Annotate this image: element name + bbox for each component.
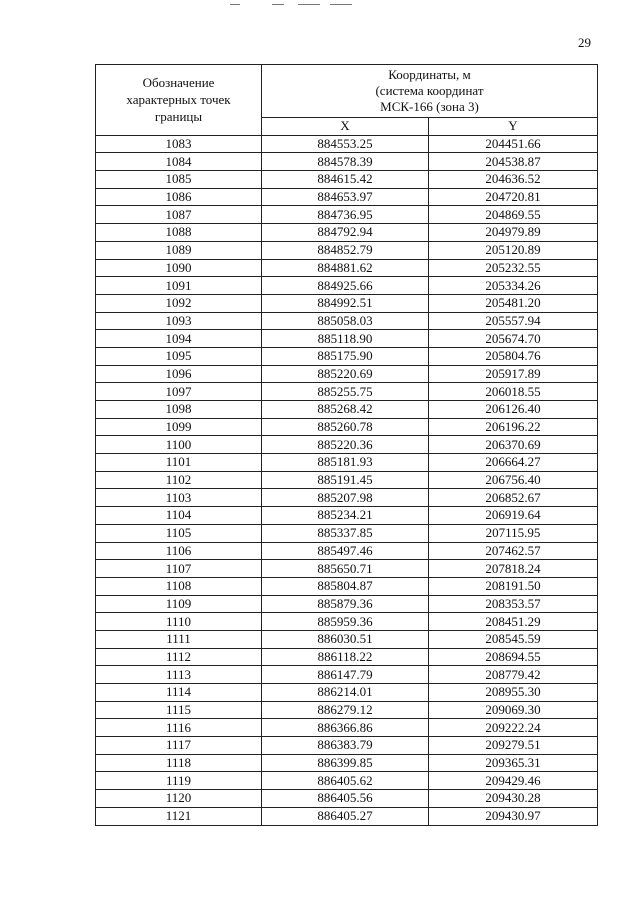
y-coordinate-cell: 209222.24 (429, 719, 598, 737)
y-coordinate-cell: 205334.26 (429, 277, 598, 295)
y-coordinate-cell: 209365.31 (429, 754, 598, 772)
table-row (96, 684, 598, 702)
x-coordinate-cell: 885959.36 (262, 613, 429, 631)
y-coordinate-cell: 205674.70 (429, 330, 598, 348)
x-coordinate-cell: 884653.97 (262, 188, 429, 206)
point-id-cell: 1086 (96, 188, 262, 206)
point-id-cell: 1098 (96, 401, 262, 419)
x-coordinate-cell: 885058.03 (262, 312, 429, 330)
table-body (96, 135, 598, 825)
coordinates-column-header (262, 65, 598, 118)
y-coordinate-cell: 205120.89 (429, 241, 598, 259)
point-id-cell: 1101 (96, 454, 262, 472)
table-row (96, 577, 598, 595)
point-id-cell: 1105 (96, 524, 262, 542)
x-coordinate-cell: 886147.79 (262, 666, 429, 684)
x-coordinate-cell: 885879.36 (262, 595, 429, 613)
point-id-cell: 1107 (96, 560, 262, 578)
x-coordinate-cell: 884881.62 (262, 259, 429, 277)
table-row (96, 542, 598, 560)
point-id-cell: 1106 (96, 542, 262, 560)
x-coordinate-cell: 885255.75 (262, 383, 429, 401)
point-id-cell: 1114 (96, 684, 262, 702)
table-row (96, 471, 598, 489)
table-row (96, 630, 598, 648)
y-coordinate-cell: 206370.69 (429, 436, 598, 454)
x-coordinate-cell: 885804.87 (262, 577, 429, 595)
y-coordinate-cell: 208353.57 (429, 595, 598, 613)
y-coordinate-cell: 205917.89 (429, 365, 598, 383)
y-coordinate-cell: 204869.55 (429, 206, 598, 224)
x-coordinate-cell: 884553.25 (262, 135, 429, 153)
y-coordinate-cell: 209429.46 (429, 772, 598, 790)
y-coordinate-cell: 209430.28 (429, 790, 598, 808)
point-id-cell: 1096 (96, 365, 262, 383)
x-coordinate-cell: 886405.56 (262, 790, 429, 808)
y-coordinate-cell: 207818.24 (429, 560, 598, 578)
x-coordinate-cell: 884925.66 (262, 277, 429, 295)
x-coordinate-cell: 885337.85 (262, 524, 429, 542)
table-row (96, 330, 598, 348)
point-id-cell: 1104 (96, 507, 262, 525)
point-id-cell: 1103 (96, 489, 262, 507)
table-row (96, 153, 598, 171)
point-id-cell: 1092 (96, 294, 262, 312)
table-row (96, 259, 598, 277)
x-coordinate-cell: 886279.12 (262, 701, 429, 719)
scan-marks (230, 4, 370, 8)
y-coordinate-cell: 208451.29 (429, 613, 598, 631)
x-coordinate-cell: 885234.21 (262, 507, 429, 525)
point-id-cell: 1117 (96, 737, 262, 755)
coordinates-table (95, 64, 598, 826)
point-id-cell: 1108 (96, 577, 262, 595)
table-row (96, 171, 598, 189)
coordinates-label-line2: (система координат (375, 83, 484, 98)
x-coordinate-cell: 885220.36 (262, 436, 429, 454)
table-row (96, 701, 598, 719)
point-id-cell: 1116 (96, 719, 262, 737)
x-coordinate-cell: 884578.39 (262, 153, 429, 171)
point-id-cell: 1090 (96, 259, 262, 277)
table-row (96, 224, 598, 242)
x-coordinate-cell: 885207.98 (262, 489, 429, 507)
y-coordinate-cell: 204636.52 (429, 171, 598, 189)
point-id-cell: 1084 (96, 153, 262, 171)
y-coordinate-cell: 208545.59 (429, 630, 598, 648)
coordinates-label-line3: МСК-166 (зона 3) (380, 99, 479, 114)
table-row (96, 383, 598, 401)
y-coordinate-cell: 206919.64 (429, 507, 598, 525)
point-id-cell: 1119 (96, 772, 262, 790)
x-coordinate-cell: 885175.90 (262, 347, 429, 365)
point-id-cell: 1099 (96, 418, 262, 436)
y-coordinate-cell: 209430.97 (429, 807, 598, 825)
y-coordinate-cell: 206126.40 (429, 401, 598, 419)
table-row (96, 347, 598, 365)
point-id-cell: 1095 (96, 347, 262, 365)
point-id-cell: 1120 (96, 790, 262, 808)
y-coordinate-cell: 207115.95 (429, 524, 598, 542)
y-coordinate-cell: 206196.22 (429, 418, 598, 436)
x-coordinate-cell: 886118.22 (262, 648, 429, 666)
point-id-cell: 1083 (96, 135, 262, 153)
y-coordinate-cell: 206852.67 (429, 489, 598, 507)
page-number: 29 (578, 35, 591, 50)
x-column-header: X (262, 118, 429, 136)
table-row (96, 719, 598, 737)
table-row (96, 595, 598, 613)
table-row (96, 365, 598, 383)
x-coordinate-cell: 884792.94 (262, 224, 429, 242)
y-coordinate-cell: 206756.40 (429, 471, 598, 489)
y-coordinate-cell: 206018.55 (429, 383, 598, 401)
y-coordinate-cell: 207462.57 (429, 542, 598, 560)
point-id-cell: 1088 (96, 224, 262, 242)
point-id-cell: 1112 (96, 648, 262, 666)
point-id-cell: 1109 (96, 595, 262, 613)
x-coordinate-cell: 886030.51 (262, 630, 429, 648)
y-coordinate-cell: 204720.81 (429, 188, 598, 206)
table-row (96, 737, 598, 755)
table-row (96, 666, 598, 684)
x-coordinate-cell: 884992.51 (262, 294, 429, 312)
y-coordinate-cell: 209069.30 (429, 701, 598, 719)
points-column-header (96, 65, 262, 136)
x-coordinate-cell: 884852.79 (262, 241, 429, 259)
table-row (96, 560, 598, 578)
table-row (96, 241, 598, 259)
y-coordinate-cell: 205481.20 (429, 294, 598, 312)
x-coordinate-cell: 885497.46 (262, 542, 429, 560)
point-id-cell: 1097 (96, 383, 262, 401)
point-id-cell: 1093 (96, 312, 262, 330)
x-coordinate-cell: 885260.78 (262, 418, 429, 436)
table-row (96, 790, 598, 808)
y-coordinate-cell: 209279.51 (429, 737, 598, 755)
table-row (96, 436, 598, 454)
y-coordinate-cell: 204979.89 (429, 224, 598, 242)
point-id-cell: 1091 (96, 277, 262, 295)
y-coordinate-cell: 208694.55 (429, 648, 598, 666)
table-row (96, 277, 598, 295)
points-column-label: Обозначение характерных точек границы (126, 75, 231, 125)
table-row (96, 772, 598, 790)
table-row (96, 807, 598, 825)
y-coordinate-cell: 205557.94 (429, 312, 598, 330)
table-row (96, 507, 598, 525)
x-coordinate-cell: 886405.62 (262, 772, 429, 790)
table-row (96, 454, 598, 472)
table-row (96, 206, 598, 224)
table-row (96, 524, 598, 542)
point-id-cell: 1087 (96, 206, 262, 224)
table-row (96, 294, 598, 312)
point-id-cell: 1111 (96, 630, 262, 648)
y-coordinate-cell: 205232.55 (429, 259, 598, 277)
x-coordinate-cell: 886214.01 (262, 684, 429, 702)
coordinates-label-line1: Координаты, м (388, 67, 471, 82)
point-id-cell: 1085 (96, 171, 262, 189)
table-row (96, 489, 598, 507)
y-coordinate-cell: 205804.76 (429, 347, 598, 365)
point-id-cell: 1100 (96, 436, 262, 454)
x-coordinate-cell: 885191.45 (262, 471, 429, 489)
x-coordinate-cell: 885268.42 (262, 401, 429, 419)
table-row (96, 312, 598, 330)
point-id-cell: 1102 (96, 471, 262, 489)
x-coordinate-cell: 885220.69 (262, 365, 429, 383)
x-coordinate-cell: 884615.42 (262, 171, 429, 189)
point-id-cell: 1118 (96, 754, 262, 772)
x-coordinate-cell: 885181.93 (262, 454, 429, 472)
table-row (96, 648, 598, 666)
y-column-header: Y (429, 118, 598, 136)
table-row (96, 401, 598, 419)
y-coordinate-cell: 208779.42 (429, 666, 598, 684)
x-coordinate-cell: 886383.79 (262, 737, 429, 755)
x-coordinate-cell: 885650.71 (262, 560, 429, 578)
y-coordinate-cell: 208191.50 (429, 577, 598, 595)
point-id-cell: 1110 (96, 613, 262, 631)
y-coordinate-cell: 204451.66 (429, 135, 598, 153)
table-row (96, 754, 598, 772)
table-row (96, 418, 598, 436)
y-coordinate-cell: 206664.27 (429, 454, 598, 472)
x-coordinate-cell: 884736.95 (262, 206, 429, 224)
table-row (96, 188, 598, 206)
y-coordinate-cell: 208955.30 (429, 684, 598, 702)
x-coordinate-cell: 886366.86 (262, 719, 429, 737)
x-coordinate-cell: 886399.85 (262, 754, 429, 772)
x-coordinate-cell: 886405.27 (262, 807, 429, 825)
point-id-cell: 1113 (96, 666, 262, 684)
y-coordinate-cell: 204538.87 (429, 153, 598, 171)
point-id-cell: 1115 (96, 701, 262, 719)
table-header (96, 65, 598, 136)
x-coordinate-cell: 885118.90 (262, 330, 429, 348)
point-id-cell: 1089 (96, 241, 262, 259)
point-id-cell: 1121 (96, 807, 262, 825)
point-id-cell: 1094 (96, 330, 262, 348)
table-row (96, 613, 598, 631)
table-row (96, 135, 598, 153)
